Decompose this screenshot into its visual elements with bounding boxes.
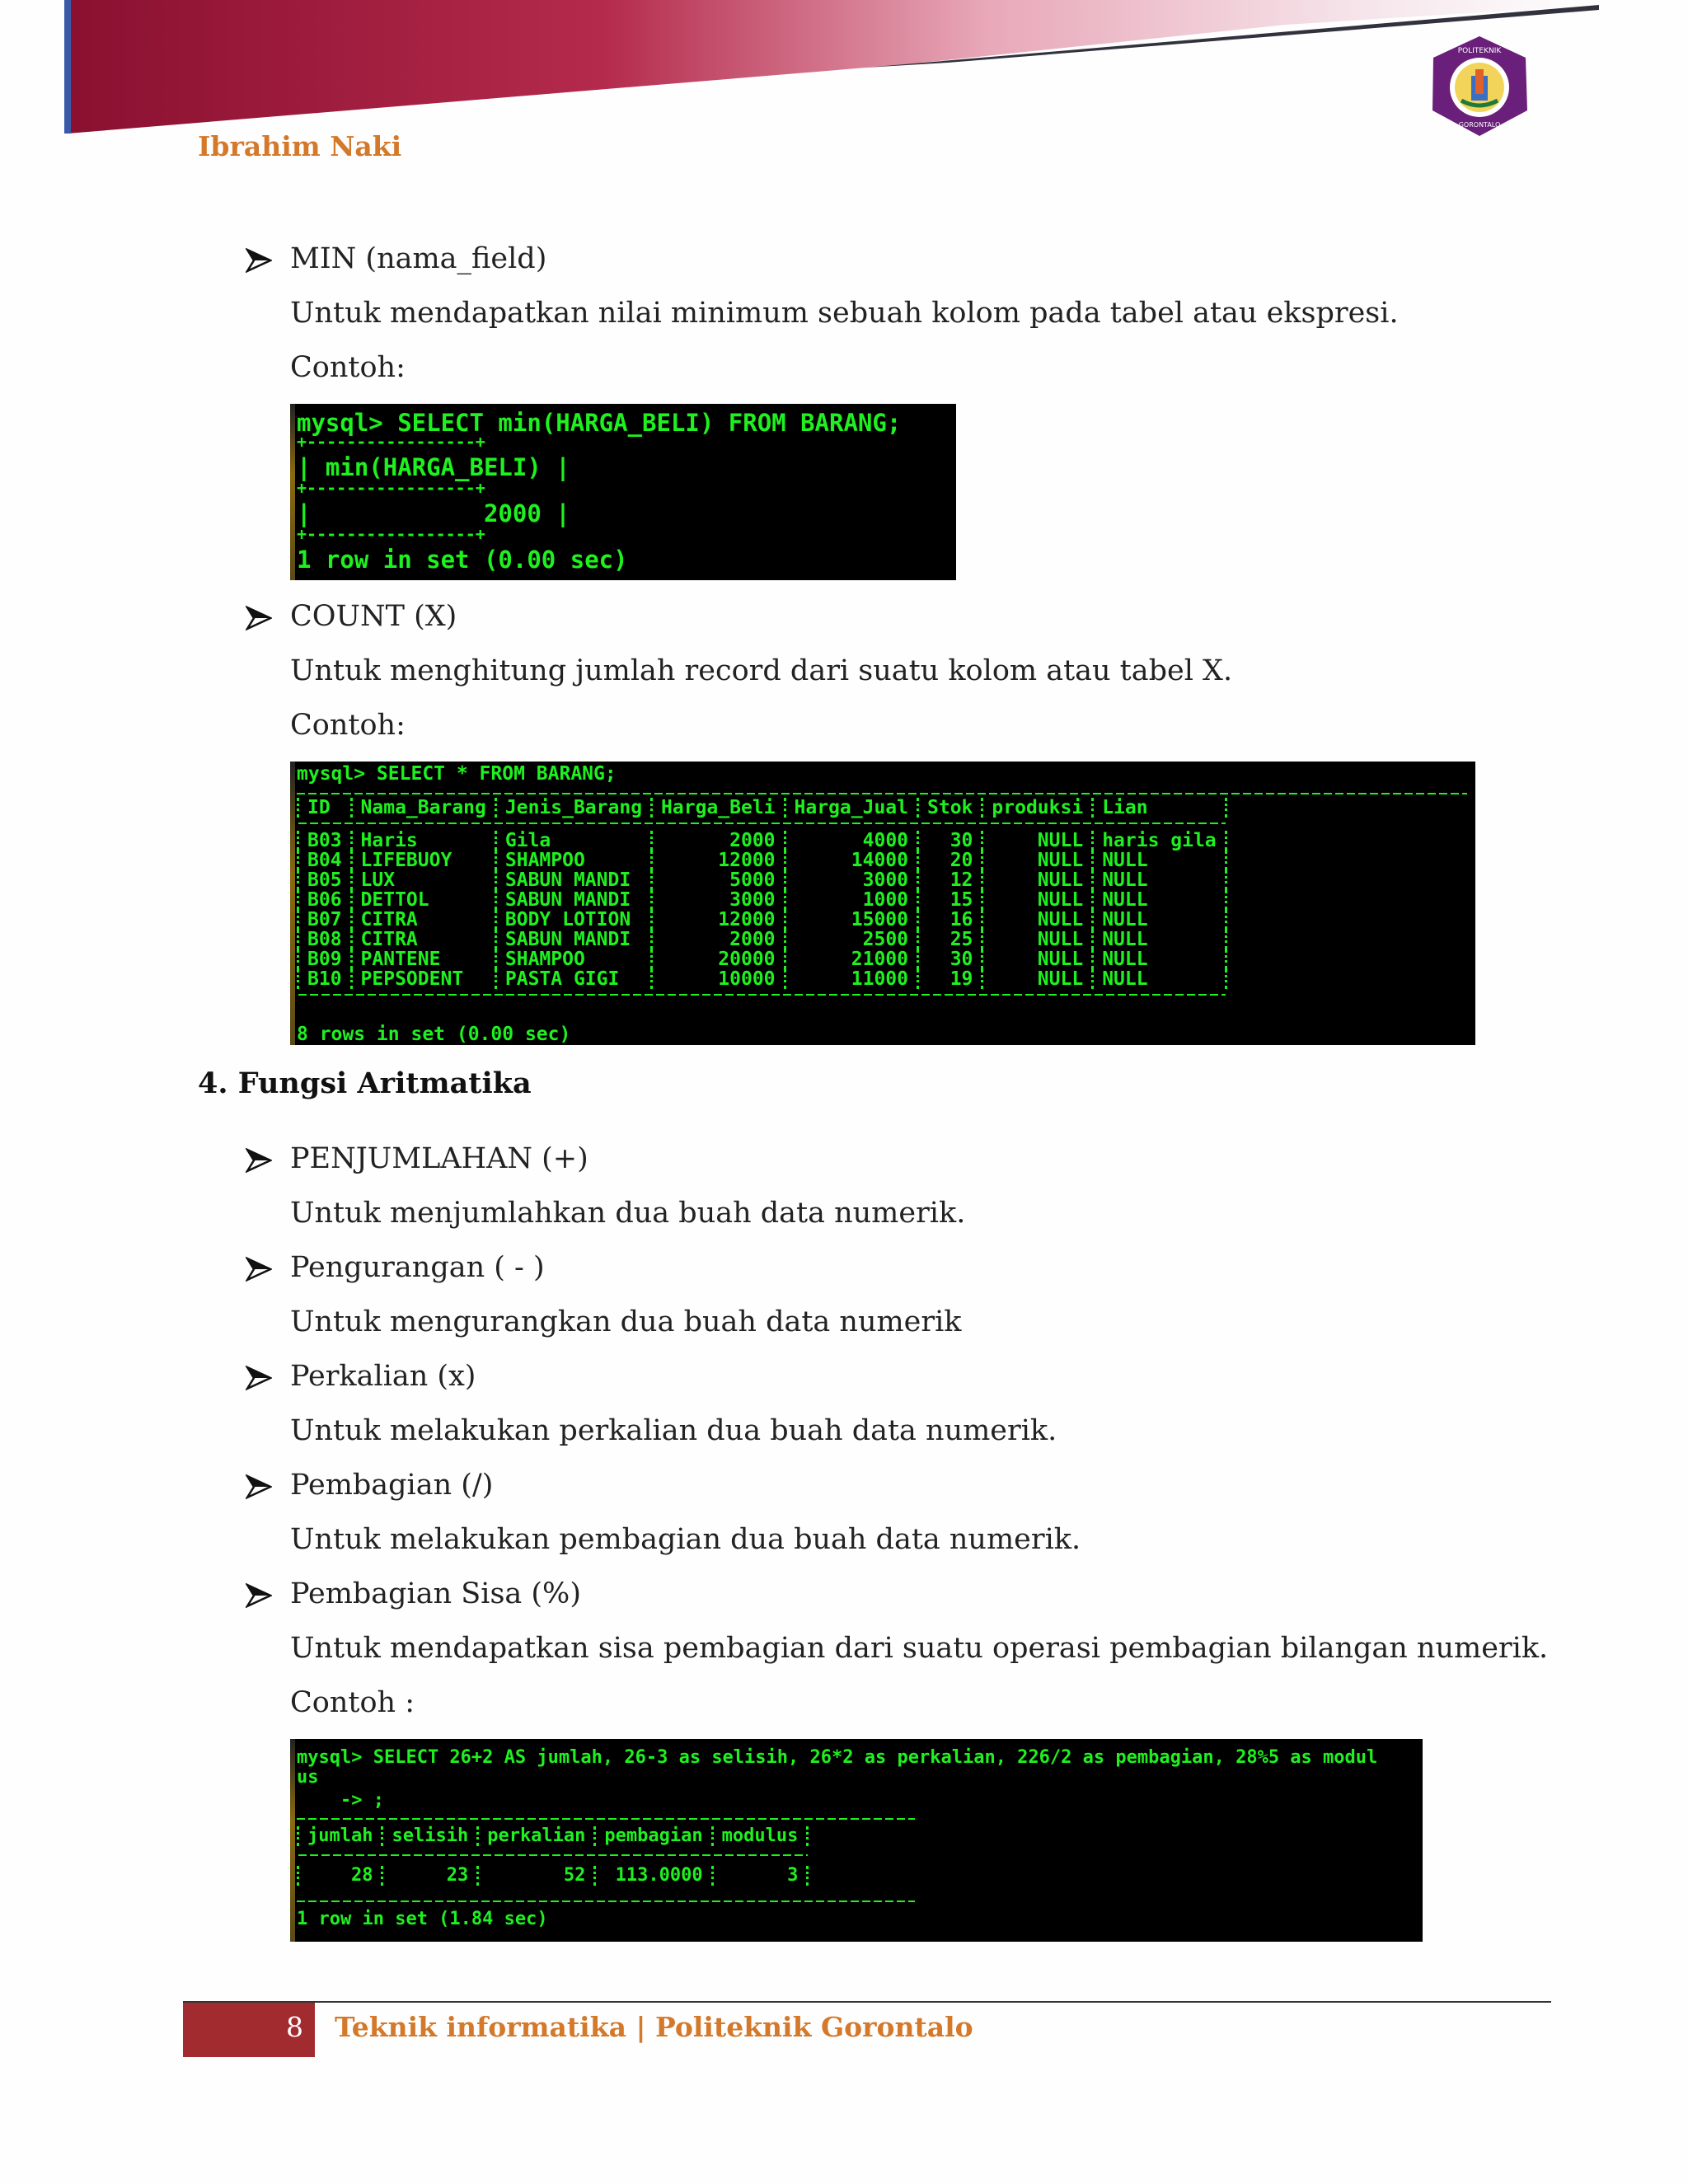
table-cell: B09 <box>298 949 352 969</box>
arrow-bullet-icon <box>246 1474 272 1500</box>
table-cell: B08 <box>298 930 352 949</box>
table-cell: 15 <box>918 890 982 910</box>
author-name: Ibrahim Naki <box>198 130 402 162</box>
table-cell: NULL <box>982 851 1093 870</box>
table-row <box>298 1866 808 1886</box>
aritmatika-terminal-command: mysql> SELECT 26+2 AS jumlah, 26-3 as selisih, 26*2 as perkalian, 226/2 as pembagian, 28%5 as modul <box>297 1747 1378 1768</box>
table-cell: 2500 <box>785 930 917 949</box>
aritmatika-item-title: Perkalian (x) <box>290 1360 476 1393</box>
table-cell: PEPSODENT <box>351 969 495 989</box>
table-header-row <box>298 798 1226 818</box>
table-row <box>298 851 1226 870</box>
table-cell: 11000 <box>785 969 917 989</box>
table-cell: NULL <box>1093 851 1226 870</box>
table-cell: B03 <box>298 831 352 851</box>
table-cell: B10 <box>298 969 352 989</box>
table-cell: CITRA <box>351 910 495 930</box>
footer-page-block <box>183 2003 315 2057</box>
count-terminal-screenshot <box>290 762 1475 1045</box>
table-cell: PASTA GIGI <box>495 969 651 989</box>
column-header: ID <box>298 798 352 818</box>
count-result-table <box>297 798 1227 1001</box>
aritmatika-terminal-screenshot <box>290 1739 1423 1942</box>
table-cell: B05 <box>298 870 352 890</box>
table-cell: 3000 <box>652 890 785 910</box>
aritmatika-item-description: Untuk mendapatkan sisa pembagian dari suatu operasi pembagian bilangan numerik. <box>290 1632 1549 1665</box>
table-cell: 12 <box>918 870 982 890</box>
table-cell: NULL <box>982 890 1093 910</box>
column-header: Harga_Jual <box>785 798 917 818</box>
table-cell: 2000 <box>652 831 785 851</box>
table-cell: BODY LOTION <box>495 910 651 930</box>
column-header: Jenis_Barang <box>495 798 651 818</box>
arrow-bullet-icon <box>246 1256 272 1282</box>
table-header-row <box>298 1826 808 1846</box>
min-terminal-border: +-----------------+ <box>297 432 485 452</box>
count-terminal-command: mysql> SELECT * FROM BARANG; <box>297 763 617 785</box>
min-title: MIN (nama_field) <box>290 242 547 275</box>
aritmatika-item-description: Untuk mengurangkan dua buah data numerik <box>290 1305 962 1338</box>
table-cell: SABUN MANDI <box>495 870 651 890</box>
table-cell: 28 <box>298 1866 382 1886</box>
table-cell: 30 <box>918 949 982 969</box>
aritmatika-item-description: Untuk menjumlahkan dua buah data numerik. <box>290 1197 966 1230</box>
table-row <box>298 910 1226 930</box>
table-row <box>298 831 1226 851</box>
table-cell: 12000 <box>652 851 785 870</box>
column-header: jumlah <box>298 1826 382 1846</box>
politeknik-gorontalo-logo <box>1428 35 1531 138</box>
column-header: Nama_Barang <box>351 798 495 818</box>
table-cell: SABUN MANDI <box>495 890 651 910</box>
table-cell: NULL <box>1093 870 1226 890</box>
table-cell: LIFEBUOY <box>351 851 495 870</box>
count-example-label: Contoh: <box>290 709 406 742</box>
table-cell: NULL <box>1093 969 1226 989</box>
arrow-bullet-icon <box>246 605 272 631</box>
table-cell: 2000 <box>652 930 785 949</box>
table-cell: SHAMPOO <box>495 949 651 969</box>
table-cell: 10000 <box>652 969 785 989</box>
table-cell: NULL <box>1093 890 1226 910</box>
table-cell: 3000 <box>785 870 917 890</box>
table-cell: 23 <box>382 1866 478 1886</box>
aritmatika-item-description: Untuk melakukan pembagian dua buah data numerik. <box>290 1523 1081 1556</box>
table-cell: LUX <box>351 870 495 890</box>
min-terminal-border: +-----------------+ <box>297 478 485 498</box>
table-cell: B07 <box>298 910 352 930</box>
table-row <box>298 930 1226 949</box>
count-title: COUNT (X) <box>290 600 457 633</box>
table-cell: PANTENE <box>351 949 495 969</box>
aritmatika-result-table <box>297 1826 809 1886</box>
min-terminal-screenshot <box>290 404 956 580</box>
table-row <box>298 870 1226 890</box>
table-cell: NULL <box>982 831 1093 851</box>
logo-top-text: POLITEKNIK <box>1457 47 1502 55</box>
table-cell: 15000 <box>785 910 917 930</box>
table-cell: 5000 <box>652 870 785 890</box>
min-example-label: Contoh: <box>290 351 406 384</box>
table-cell: 30 <box>918 831 982 851</box>
table-cell: 113.0000 <box>595 1866 712 1886</box>
aritmatika-terminal-continuation: -> ; <box>297 1790 384 1811</box>
page-number: 8 <box>286 2011 303 2043</box>
aritmatika-item-title: PENJUMLAHAN (+) <box>290 1142 588 1175</box>
aritmatika-item-title: Pembagian Sisa (%) <box>290 1577 581 1610</box>
table-cell: haris gila <box>1093 831 1226 851</box>
column-header: Harga_Beli <box>652 798 785 818</box>
table-cell: SABUN MANDI <box>495 930 651 949</box>
table-cell: NULL <box>982 910 1093 930</box>
arrow-bullet-icon <box>246 1582 272 1609</box>
min-terminal-header: | min(HARGA_BELI) | <box>297 453 570 481</box>
table-cell: 21000 <box>785 949 917 969</box>
table-row <box>298 969 1226 989</box>
table-cell: 20000 <box>652 949 785 969</box>
count-description: Untuk menghitung jumlah record dari suatu kolom atau tabel X. <box>290 654 1233 687</box>
table-cell: 16 <box>918 910 982 930</box>
table-cell: NULL <box>982 969 1093 989</box>
table-cell: NULL <box>1093 949 1226 969</box>
table-cell: 20 <box>918 851 982 870</box>
table-cell: NULL <box>1093 910 1226 930</box>
footer-text: Teknik informatika | Politeknik Gorontalo <box>335 2011 973 2043</box>
column-header: Stok <box>918 798 982 818</box>
column-header: selisih <box>382 1826 478 1846</box>
table-cell: DETTOL <box>351 890 495 910</box>
min-terminal-value: | 2000 | <box>297 499 570 527</box>
table-cell: CITRA <box>351 930 495 949</box>
table-cell: Haris <box>351 831 495 851</box>
table-cell: B04 <box>298 851 352 870</box>
column-header: Lian <box>1093 798 1226 818</box>
aritmatika-item-title: Pembagian (/) <box>290 1469 494 1502</box>
arrow-bullet-icon <box>246 1147 272 1174</box>
column-header: modulus <box>712 1826 808 1846</box>
min-terminal-command: mysql> SELECT min(HARGA_BELI) FROM BARANG; <box>297 409 902 437</box>
table-cell: 19 <box>918 969 982 989</box>
table-cell: 14000 <box>785 851 917 870</box>
column-header: pembagian <box>595 1826 712 1846</box>
column-header: perkalian <box>478 1826 595 1846</box>
column-header: produksi <box>982 798 1093 818</box>
table-cell: NULL <box>1093 930 1226 949</box>
aritmatika-terminal-command-wrap: us <box>297 1767 319 1788</box>
table-cell: 25 <box>918 930 982 949</box>
arrow-bullet-icon <box>246 247 272 274</box>
table-cell: 12000 <box>652 910 785 930</box>
table-cell: 1000 <box>785 890 917 910</box>
table-row <box>298 890 1226 910</box>
aritmatika-heading: 4. Fungsi Aritmatika <box>198 1066 532 1100</box>
table-cell: B06 <box>298 890 352 910</box>
table-cell: SHAMPOO <box>495 851 651 870</box>
table-cell: 3 <box>712 1866 808 1886</box>
table-cell: NULL <box>982 949 1093 969</box>
aritmatika-terminal-footer: 1 row in set (1.84 sec) <box>297 1909 548 1929</box>
aritmatika-item-title: Pengurangan ( - ) <box>290 1251 545 1284</box>
footer-rule <box>183 2001 1551 2003</box>
table-row <box>298 949 1226 969</box>
arrow-bullet-icon <box>246 1365 272 1391</box>
table-cell: 4000 <box>785 831 917 851</box>
table-cell: 52 <box>478 1866 595 1886</box>
min-terminal-border: +-----------------+ <box>297 524 485 544</box>
logo-bottom-text: GORONTALO <box>1458 121 1501 129</box>
table-cell: NULL <box>982 870 1093 890</box>
min-terminal-footer: 1 row in set (0.00 sec) <box>297 546 628 574</box>
aritmatika-item-description: Untuk melakukan perkalian dua buah data numerik. <box>290 1414 1057 1447</box>
min-description: Untuk mendapatkan nilai minimum sebuah kolom pada tabel atau ekspresi. <box>290 297 1399 330</box>
count-terminal-footer: 8 rows in set (0.00 sec) <box>297 1024 571 1045</box>
aritmatika-example-label: Contoh : <box>290 1686 415 1719</box>
table-cell: NULL <box>982 930 1093 949</box>
table-cell: Gila <box>495 831 651 851</box>
